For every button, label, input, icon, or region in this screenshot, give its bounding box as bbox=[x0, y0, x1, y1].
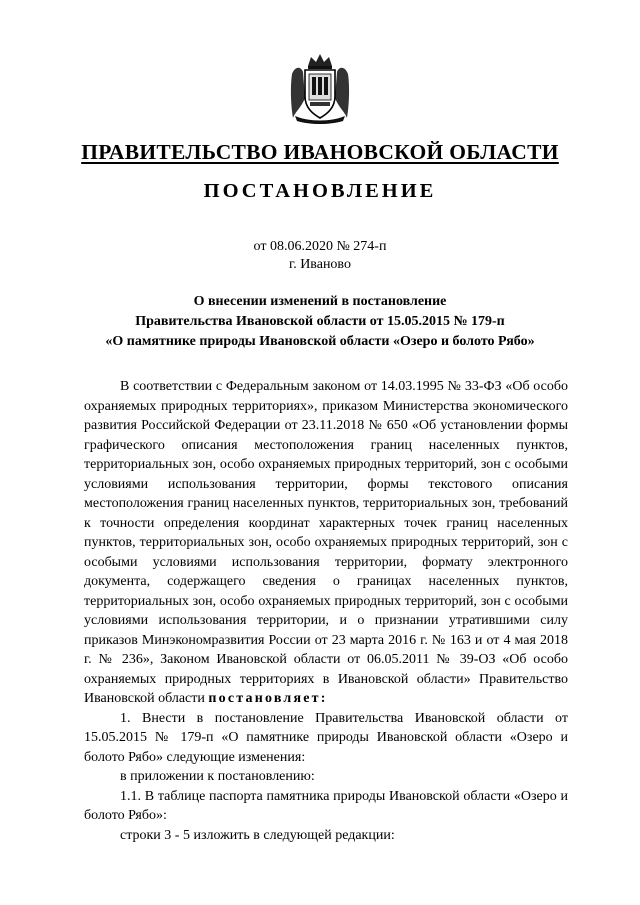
rows-line: строки 3 - 5 изложить в следующей редакции: bbox=[120, 827, 395, 843]
document-body bbox=[84, 377, 568, 845]
ivanovo-coat-of-arms-icon bbox=[289, 52, 351, 124]
preamble-text: В соответствии с Федеральным законом от 14.03.1995 № 33-ФЗ «Об особо охраняемых природных территориях», приказом Министерства экономического развития Российской Федерации от 23.11.2018 № 650 «Об установлении формы графического описания местоположения границ населенных пунктов, территориальных зон, особо охраняемых природных территорий, зон с особыми условиями использования территории, формы текстового описания местоположения границ населенных пунктов, территориальных зон, требований к точности определения координат характерных точек границ населенных пунктов, территориальных зон, особо охраняемых природных территорий, зон с особыми условиями использования территории, формату электронного документа, содержащего сведения о границах населенных пунктов, территориальных зон, особо охраняемых природных территорий, зон с особыми условиями использования территории, и о признании утратившими силу приказов Минэкономразвития России от 23 марта 2016 г. № 163 и от 4 мая 2018 г. № 236», Законом Ивановской области от 06.05.2011 № 39-ОЗ «Об особо охраняемых природных территориях в Ивановской области» Правительство Ивановской области bbox=[84, 379, 568, 706]
appendix-line: в приложении к постановлению: bbox=[120, 769, 315, 784]
subject-line: «О памятнике природы Ивановской области «Озеро и болото Рябо» bbox=[105, 334, 535, 349]
date-number: от 08.06.2020 № 274-п bbox=[253, 239, 387, 254]
subject-line: О внесении изменений в постановление bbox=[193, 294, 447, 309]
item-1: 1. Внести в постановление Правительства Ивановской области от 15.05.2015 № 179-п «О памятнике природы Ивановской области «Озеро и болото Рябо» следующие изменения: bbox=[84, 710, 568, 765]
city: г. Иваново bbox=[289, 257, 351, 272]
subject-line: Правительства Ивановской области от 15.05.2015 № 179-п bbox=[135, 314, 505, 329]
document-type: ПОСТАНОВЛЕНИЕ bbox=[203, 180, 437, 202]
item-1-1: 1.1. В таблице паспорта памятника природы Ивановской области «Озеро и болото Рябо»: bbox=[84, 788, 568, 823]
document-subject bbox=[40, 292, 600, 352]
government-title: ПРАВИТЕЛЬСТВО ИВАНОВСКОЙ ОБЛАСТИ bbox=[81, 140, 559, 164]
preamble-paragraph bbox=[84, 377, 568, 709]
resolve-word: постановляет: bbox=[208, 691, 328, 706]
